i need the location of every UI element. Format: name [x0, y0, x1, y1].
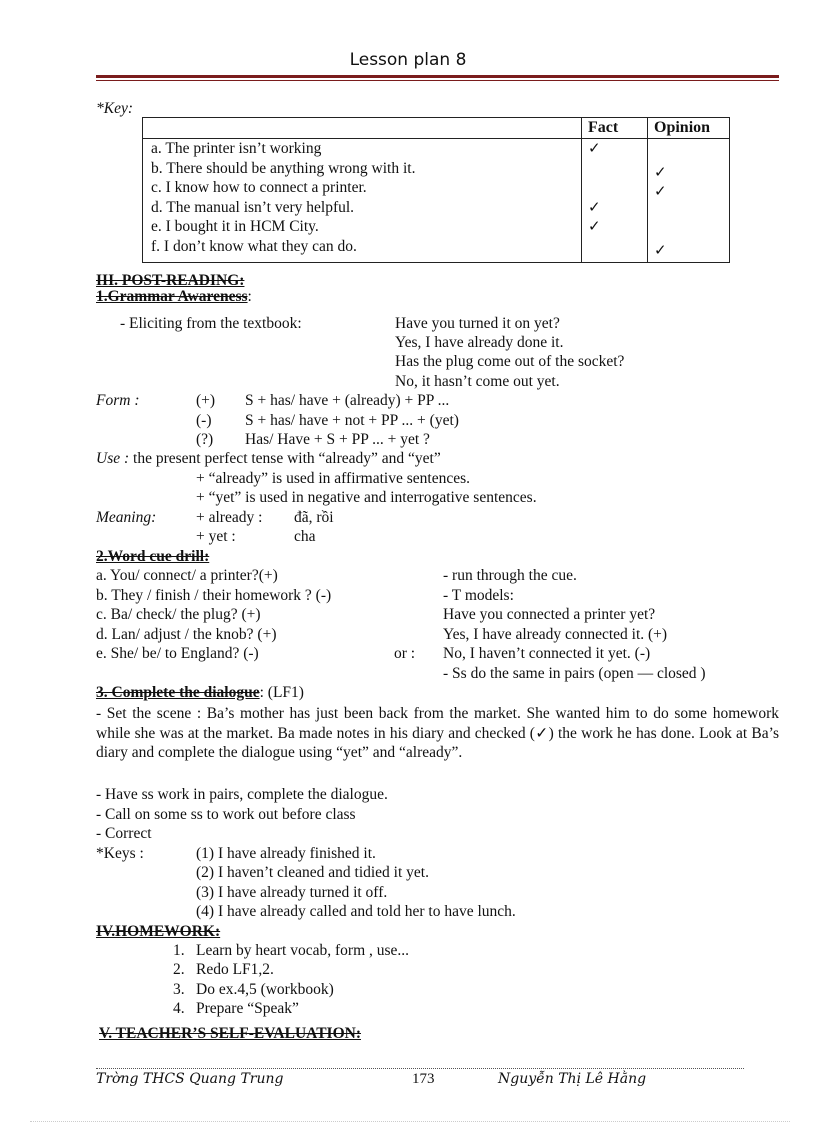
form-label: Form : [96, 392, 140, 409]
footer-page-number: 173 [412, 1071, 435, 1087]
homework-number: 1. [173, 942, 185, 959]
eliciting-line: No, it hasn’t come out yet. [395, 373, 560, 390]
footer-rule [96, 1068, 744, 1069]
use-note: + “yet” is used in negative and interrogative sentences. [196, 489, 537, 506]
form-sign: (-) [196, 412, 212, 429]
homework-number: 2. [173, 961, 185, 978]
table-header-blank [143, 118, 582, 139]
dialogue-step: - Call on some ss to work out before class [96, 806, 356, 823]
footer-school: Trờng THCS Quang Trung [96, 1071, 284, 1087]
fact-check-icon: ✓ [588, 217, 601, 235]
section-heading-self-evaluation: V. TEACHER’S SELF-EVALUATION: [99, 1025, 361, 1042]
form-sign: (?) [196, 431, 214, 448]
statements-cell [143, 139, 582, 263]
statement-item: c. I know how to connect a printer. [151, 179, 367, 196]
subheading-word-cue-drill: 2.Word cue drill: [96, 548, 210, 565]
eliciting-label: - Eliciting from the textbook: [120, 315, 302, 332]
header-rule-thin [96, 80, 779, 81]
section-heading-homework: IV.HOMEWORK: [96, 923, 221, 940]
drill-step: - T models: [443, 587, 514, 604]
drill-step: Yes, I have already connected it. (+) [443, 626, 668, 643]
meaning-label: Meaning: [96, 509, 157, 526]
fact-check-icon: ✓ [588, 197, 601, 216]
statement-item: b. There should be anything wrong with it. [151, 159, 416, 177]
dialogue-key: (3) I have already turned it off. [196, 884, 388, 901]
form-structure: Has/ Have + S + PP ... + yet ? [245, 431, 430, 448]
eliciting-line: Yes, I have already done it. [395, 334, 564, 351]
dialogue-key: (1) I have already finished it. [196, 845, 376, 862]
eliciting-line: Has the plug come out of the socket? [395, 353, 625, 370]
use-note: + “already” is used in affirmative sentences. [196, 470, 470, 487]
drill-step: Have you connected a printer yet? [443, 606, 656, 623]
or-label: or : [394, 645, 416, 662]
eliciting-line: Have you turned it on yet? [395, 315, 560, 332]
statement-item: d. The manual isn’t very helpful. [151, 198, 355, 216]
key-label: *Key: [96, 100, 134, 117]
subheading-grammar-awareness: 1.Grammar Awareness: [96, 288, 252, 305]
opinion-check-icon: ✓ [654, 182, 667, 200]
meaning-word: + already : [196, 509, 263, 526]
table-header-fact: Fact [582, 118, 648, 139]
dialogue-step: - Correct [96, 825, 152, 842]
keys-label: *Keys : [96, 845, 144, 862]
statement-item: a. The printer isn’t working [151, 140, 322, 157]
page-header-title: Lesson plan 8 [349, 50, 467, 70]
statement-item: f. I don’t know what they can do. [151, 237, 357, 255]
dialogue-key: (4) I have already called and told her to have lunch. [196, 903, 516, 920]
opinion-check-icon: ✓ [654, 240, 667, 259]
meaning-translation: đã, rồi [294, 509, 334, 526]
homework-item: Prepare “Speak” [196, 1000, 299, 1017]
footer-teacher: Nguyễn Thị Lê Hằng [498, 1071, 647, 1087]
meaning-translation: cha [294, 528, 316, 545]
homework-item: Redo LF1,2. [196, 961, 274, 978]
check-icon: ✓ [534, 723, 549, 742]
opinion-check-icon [648, 202, 729, 222]
drill-step: - Ss do the same in pairs (open — closed ) [443, 665, 706, 682]
opinion-check-icon: ✓ [654, 162, 667, 181]
homework-item: Learn by heart vocab, form , use... [196, 942, 410, 959]
cue-item: e. She/ be/ to England? (-) [96, 645, 259, 662]
dialogue-step: - Have ss work in pairs, complete the dialogue. [96, 786, 388, 803]
header-rule-thick [96, 75, 779, 78]
form-structure: S + has/ have + not + PP ... + (yet) [245, 412, 459, 429]
fact-check-icon [582, 178, 647, 198]
dialogue-scene-paragraph: - Set the scene : Ba’s mother has just been back from the market. She wanted him to do some homework while she was at the market. Ba made notes in his diary and checked (✓) the work he has done. Look at Ba’s diary and complete the dialogue using “yet” and “already”. [96, 705, 779, 761]
table-header-opinion: Opinion [648, 118, 730, 139]
fact-column [582, 139, 648, 263]
homework-number: 3. [173, 981, 185, 998]
subheading-complete-dialogue: 3. Complete the dialogue: (LF1) [96, 684, 304, 701]
opinion-column [648, 139, 730, 263]
page-bottom-border [30, 1121, 790, 1122]
fact-opinion-table [142, 117, 730, 263]
homework-number: 4. [173, 1000, 185, 1017]
opinion-check-icon [648, 221, 729, 241]
fact-check-icon: ✓ [588, 139, 601, 157]
statement-item: e. I bought it in HCM City. [151, 218, 319, 235]
homework-item: Do ex.4,5 (workbook) [196, 981, 334, 998]
drill-step: - run through the cue. [443, 567, 577, 584]
cue-item: b. They / finish / their homework ? (-) [96, 587, 332, 604]
section-heading-post-reading: III. POST-READING: [96, 272, 245, 289]
opinion-check-icon [648, 139, 729, 163]
drill-step: No, I haven’t connected it yet. (-) [443, 645, 651, 662]
dialogue-key: (2) I haven’t cleaned and tidied it yet. [196, 864, 429, 881]
form-structure: S + has/ have + (already) + PP ... [245, 392, 450, 409]
fact-check-icon [582, 237, 647, 257]
form-sign: (+) [196, 392, 216, 409]
fact-check-icon [582, 159, 647, 179]
meaning-word: + yet : [196, 528, 236, 545]
use-line: Use : the present perfect tense with “already” and “yet” [96, 450, 441, 467]
cue-item: a. You/ connect/ a printer?(+) [96, 567, 278, 584]
cue-item: c. Ba/ check/ the plug? (+) [96, 606, 261, 623]
cue-item: d. Lan/ adjust / the knob? (+) [96, 626, 277, 643]
